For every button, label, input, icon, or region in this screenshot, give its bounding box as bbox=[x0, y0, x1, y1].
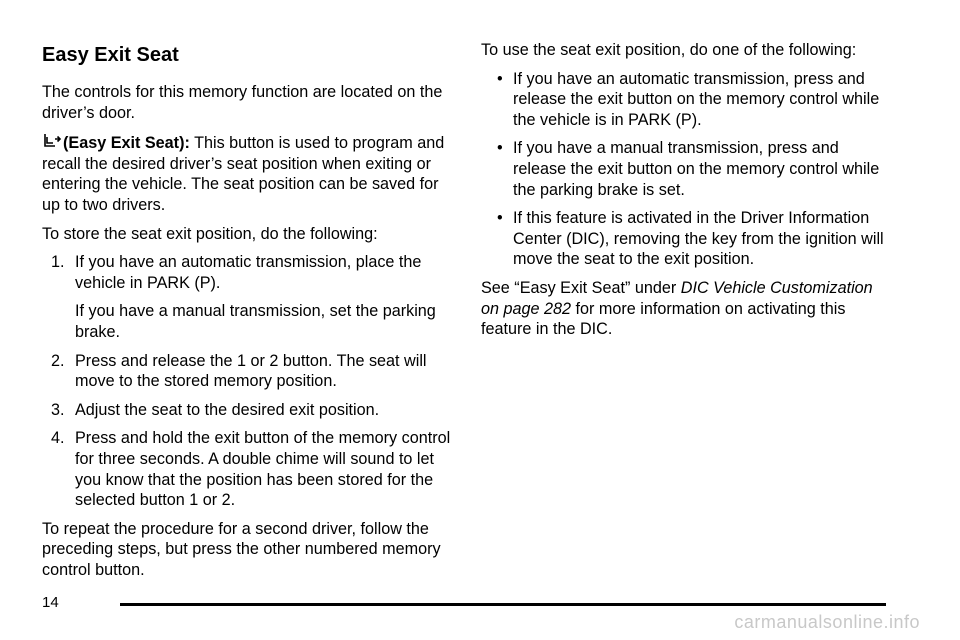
watermark: carmanualsonline.info bbox=[734, 612, 920, 632]
store-intro: To store the seat exit position, do the following: bbox=[42, 224, 378, 243]
bullet-icon: • bbox=[497, 139, 503, 158]
footer-rule bbox=[120, 603, 886, 606]
see-also-paragraph: See “Easy Exit Seat” under DIC Vehicle Customization on page 282 for more information on activating this feature in the DIC. bbox=[481, 278, 873, 339]
use-intro: To use the seat exit position, do one of the following: bbox=[481, 41, 857, 59]
left-column bbox=[42, 40, 452, 588]
cross-reference-link[interactable]: DIC Vehicle Customization on page 282 bbox=[481, 278, 873, 318]
step-item: 1. If you have an automatic transmission, place the vehicle in PARK (P). bbox=[51, 253, 422, 292]
term-description: This button is used to program and recall the desired driver’s seat position when exiting or entering the vehicle. The seat position can be saved for up to two drivers. bbox=[42, 134, 445, 214]
bullet-icon: • bbox=[497, 69, 503, 88]
step-item: 3. Adjust the seat to the desired exit position. bbox=[51, 400, 380, 419]
section-title: Easy Exit Seat bbox=[42, 44, 179, 66]
bullet-icon: • bbox=[497, 209, 503, 228]
bullet-item: • If this feature is activated in the Driver Information Center (DIC), removing the key from the ignition will move the seat to the exit position. bbox=[497, 209, 884, 269]
right-column bbox=[481, 40, 891, 348]
bullet-item: • If you have a manual transmission, press and release the exit button on the memory control while the parking brake is set. bbox=[497, 139, 880, 199]
seat-exit-icon bbox=[42, 131, 62, 151]
term-paragraph bbox=[42, 131, 452, 215]
step-item: 4. Press and hold the exit button of the memory control for three seconds. A double chime will sound to let you know that the position has been stored for the selected button 1 or 2. bbox=[51, 429, 451, 510]
use-bullets bbox=[481, 69, 891, 270]
store-steps bbox=[42, 252, 452, 511]
repeat-paragraph: To repeat the procedure for a second driver, follow the preceding steps, but press the other numbered memory control button. bbox=[42, 519, 441, 579]
step-item: 2. Press and release the 1 or 2 button. The seat will move to the stored memory position. bbox=[51, 351, 427, 391]
bullet-item: • If you have an automatic transmission, press and release the exit button on the memory control while the vehicle is in PARK (P). bbox=[497, 69, 880, 129]
page-number: 14 bbox=[42, 594, 59, 611]
term-label: (Easy Exit Seat): bbox=[63, 134, 190, 153]
intro-paragraph: The controls for this memory function are located on the driver’s door. bbox=[42, 83, 443, 122]
step-subnote: If you have a manual transmission, set the parking brake. bbox=[75, 302, 436, 341]
